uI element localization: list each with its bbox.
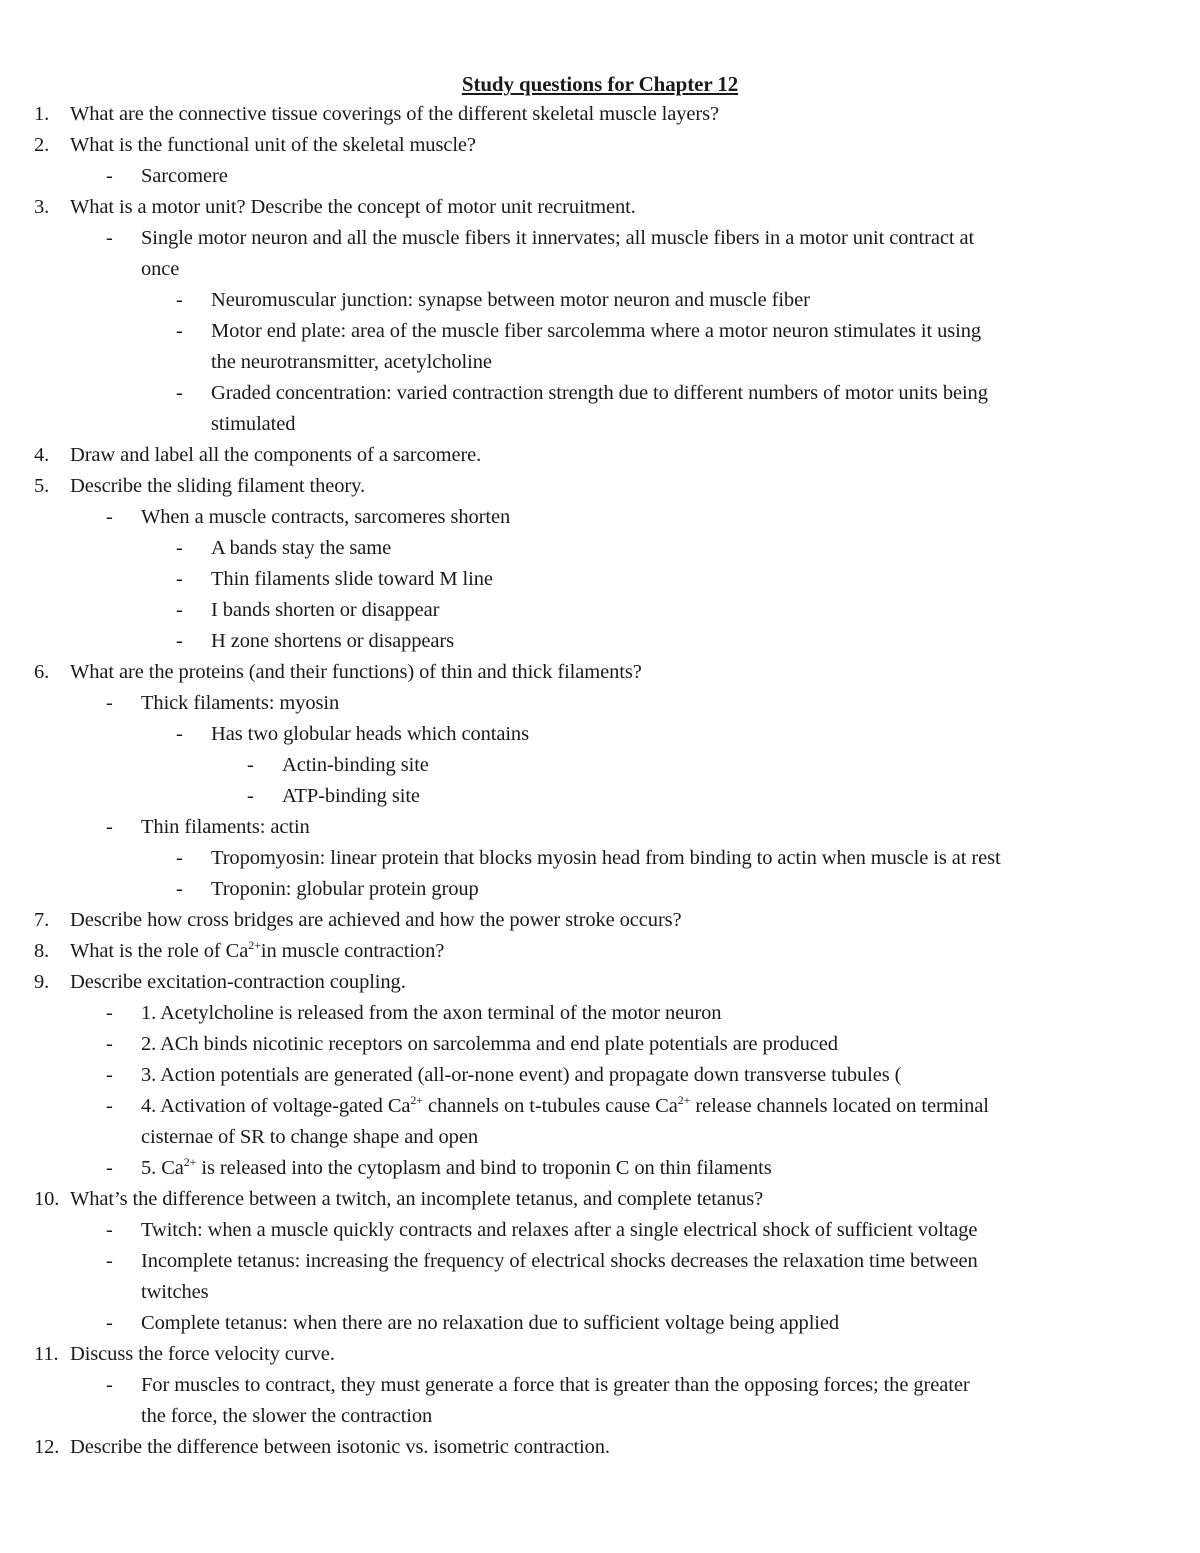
bullet-dash: - xyxy=(106,1033,113,1055)
answer-text: Motor end plate: area of the muscle fiber sarcolemma where a motor neuron stimulates it using xyxy=(211,320,982,342)
answer-text: When a muscle contracts, sarcomeres shorten xyxy=(141,506,511,528)
answer-text: Thin filaments slide toward M line xyxy=(211,568,493,590)
bullet-dash: - xyxy=(176,289,183,311)
answer-text: 5. $Ca^{2+}$ is released into the cytoplasm and bind to troponin C on thin filaments xyxy=(141,1155,772,1179)
bullet-dash: - xyxy=(176,320,183,342)
answer-text: Neuromuscular junction: synapse between motor neuron and muscle fiber xyxy=(211,289,810,311)
bullet-dash: - xyxy=(106,165,113,187)
bullet-dash: - xyxy=(106,1374,113,1396)
answer-text: 1. Acetylcholine is released from the axon terminal of the motor neuron xyxy=(141,1002,722,1024)
answer-text: H zone shortens or disappears xyxy=(211,630,455,652)
question-text: Describe excitation-contraction coupling. xyxy=(70,971,406,993)
superscript: 2+ xyxy=(410,1093,423,1107)
bullet-dash: - xyxy=(106,1250,113,1272)
bullet-dash: - xyxy=(106,1002,113,1024)
question-number: 4. xyxy=(34,444,50,466)
answer-text: 3. Action potentials are generated (all-or-none event) and propagate down transverse tubules ( xyxy=(141,1064,902,1086)
bullet-dash: - xyxy=(106,816,113,838)
bullet-dash: - xyxy=(106,1064,113,1086)
question-text: Draw and label all the components of a sarcomere. xyxy=(70,444,482,466)
question-number: 2. xyxy=(34,134,50,156)
answer-text: 2. ACh binds nicotinic receptors on sarcolemma and end plate potentials are produced xyxy=(141,1033,838,1055)
bullet-dash: - xyxy=(106,227,113,249)
bullet-dash: - xyxy=(247,754,254,776)
bullet-dash: - xyxy=(106,1095,113,1117)
bullet-dash: - xyxy=(176,723,183,745)
bullet-dash: - xyxy=(176,878,183,900)
question-number: 9. xyxy=(34,971,50,993)
answer-text: the force, the slower the contraction xyxy=(141,1405,433,1427)
question-text: Describe the difference between isotonic vs. isometric contraction. xyxy=(70,1436,610,1458)
answer-text: Graded concentration: varied contraction strength due to different numbers of motor units being xyxy=(211,382,988,404)
question-text: What is the functional unit of the skeletal muscle? xyxy=(70,134,476,156)
answer-text: Sarcomere xyxy=(141,165,228,187)
answer-text: Complete tetanus: when there are no relaxation due to sufficient voltage being applied xyxy=(141,1312,840,1334)
answer-text: Has two globular heads which contains xyxy=(211,723,529,745)
bullet-dash: - xyxy=(176,382,183,404)
question-text: Describe how cross bridges are achieved and how the power stroke occurs? xyxy=(70,909,682,931)
answer-text: ATP-binding site xyxy=(282,785,420,807)
question-number: 3. xyxy=(34,196,50,218)
answer-text: once xyxy=(141,258,180,280)
answer-text: cisternae of SR to change shape and open xyxy=(141,1126,478,1148)
question-text: What are the connective tissue coverings of the different skeletal muscle layers? xyxy=(70,103,719,125)
question-text: What is the role of $Ca^{2+}in$ muscle contraction? xyxy=(70,938,445,962)
bullet-dash: - xyxy=(176,630,183,652)
question-number: 8. xyxy=(34,940,50,962)
answer-text: Single motor neuron and all the muscle fibers it innervates; all muscle fibers in a motor unit contract at xyxy=(141,227,975,249)
question-number: 6. xyxy=(34,661,50,683)
answer-text: A bands stay the same xyxy=(211,537,392,559)
answer-text: Actin-binding site xyxy=(282,754,429,776)
answer-text: For muscles to contract, they must generate a force that is greater than the opposing forces; the greater xyxy=(141,1374,970,1396)
superscript: 2+ xyxy=(248,938,261,952)
question-text: Describe the sliding filament theory. xyxy=(70,475,365,497)
question-number: 12. xyxy=(34,1436,60,1458)
question-text: What’s the difference between a twitch, an incomplete tetanus, and complete tetanus? xyxy=(70,1188,764,1210)
answer-text: the neurotransmitter, acetylcholine xyxy=(211,351,492,373)
answer-text: Twitch: when a muscle quickly contracts and relaxes after a single electrical shock of sufficient voltage xyxy=(141,1219,978,1241)
answer-text: Thick filaments: myosin xyxy=(141,692,340,714)
answer-text: Troponin: globular protein group xyxy=(211,878,479,900)
page-title xyxy=(0,72,1200,97)
answer-text: 4. Activation of voltage-gated $Ca^{2+}$ channels on t-tubules cause $Ca^{2+}$ release channels located on terminal xyxy=(141,1093,989,1117)
answer-text: I bands shorten or disappear xyxy=(211,599,440,621)
superscript: 2+ xyxy=(677,1093,691,1107)
superscript: 2+ xyxy=(183,1155,197,1169)
question-number: 5. xyxy=(34,475,50,497)
bullet-dash: - xyxy=(176,568,183,590)
question-text: What is a motor unit? Describe the concept of motor unit recruitment. xyxy=(70,196,636,218)
page-title-text: Study questions for Chapter 12 xyxy=(461,72,739,96)
bullet-dash: - xyxy=(106,1157,113,1179)
question-text: What are the proteins (and their functions) of thin and thick filaments? xyxy=(70,661,642,683)
bullet-dash: - xyxy=(106,1312,113,1334)
question-number: 1. xyxy=(34,103,50,125)
bullet-dash: - xyxy=(247,785,254,807)
question-number: 11. xyxy=(34,1343,59,1365)
bullet-dash: - xyxy=(106,692,113,714)
answer-text: Incomplete tetanus: increasing the frequency of electrical shocks decreases the relaxation time between xyxy=(141,1250,978,1272)
answer-text: stimulated xyxy=(211,413,296,435)
question-number: 10. xyxy=(34,1188,60,1210)
question-text: Discuss the force velocity curve. xyxy=(70,1343,335,1365)
answer-text: Tropomyosin: linear protein that blocks myosin head from binding to actin when muscle is at rest xyxy=(211,847,1001,869)
bullet-dash: - xyxy=(176,537,183,559)
question-number: 7. xyxy=(34,909,50,931)
answer-text: twitches xyxy=(141,1281,209,1303)
bullet-dash: - xyxy=(176,599,183,621)
bullet-dash: - xyxy=(106,506,113,528)
answer-text: Thin filaments: actin xyxy=(141,816,310,838)
bullet-dash: - xyxy=(106,1219,113,1241)
bullet-dash: - xyxy=(176,847,183,869)
